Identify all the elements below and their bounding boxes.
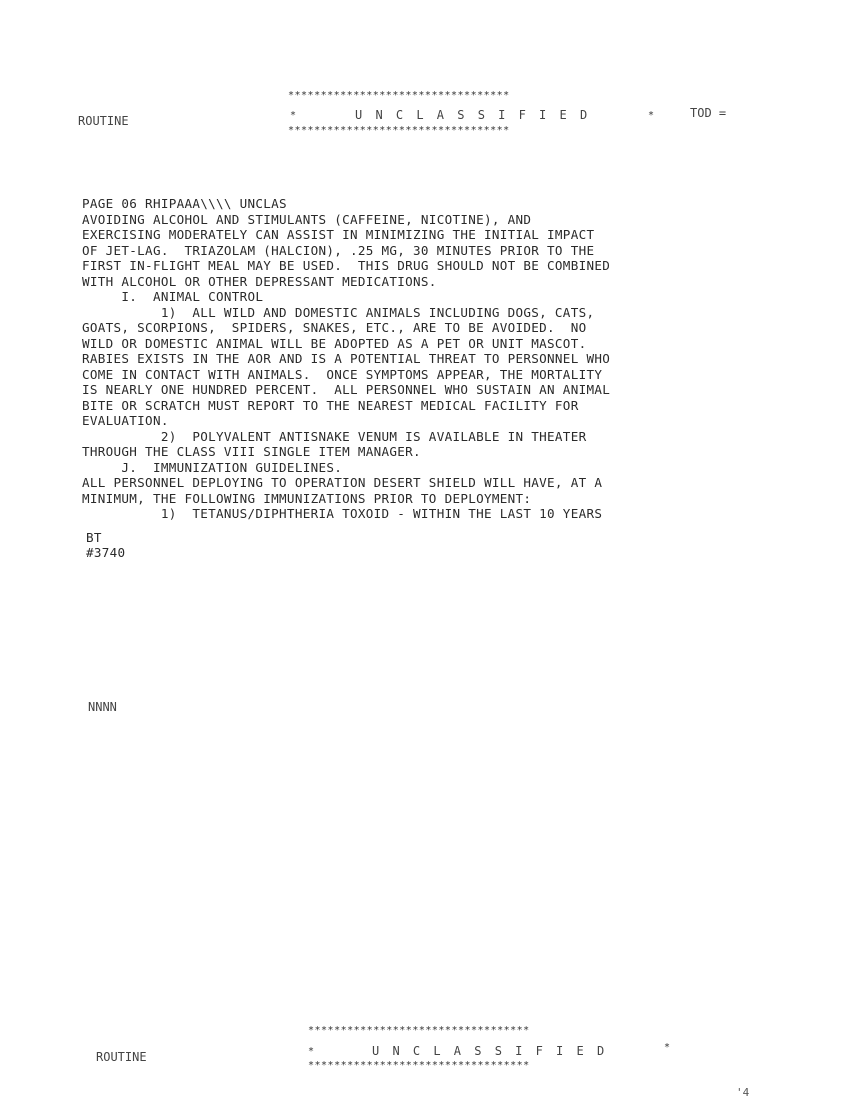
message-line: AVOIDING ALCOHOL AND STIMULANTS (CAFFEINE, NICOTINE), AND [82,211,532,227]
message-line: THROUGH THE CLASS VIII SINGLE ITEM MANAGER. [82,444,421,459]
message-line: 2) POLYVALENT ANTISNAKE VENUM IS AVAILABLE IN THEATER [82,428,587,444]
message-line: EXERCISING MODERATELY CAN ASSIST IN MINIMIZING THE INITIAL IMPACT [82,227,595,242]
banner-stars-bottom: ********************************** [288,125,510,136]
message-line: IS NEARLY ONE HUNDRED PERCENT. ALL PERSONNEL WHO SUSTAIN AN ANIMAL [82,382,611,397]
message-line: ALL PERSONNEL DEPLOYING TO OPERATION DESERT SHIELD WILL HAVE, AT A [82,475,603,490]
end-of-message-marker: NNNN [88,700,117,714]
message-line: MINIMUM, THE FOLLOWING IMMUNIZATIONS PRIOR TO DEPLOYMENT: [82,490,532,506]
message-line: WITH ALCOHOL OR OTHER DEPRESSANT MEDICATIONS. [82,273,437,289]
banner-stars-top: ********************************** [288,90,510,101]
classification-marking: U N C L A S S I F I E D [355,108,591,122]
banner-stars-bottom: ********************************** [308,1060,530,1071]
tod-label: TOD = [690,106,727,120]
banner-stars-top: ********************************** [308,1025,530,1036]
message-line: EVALUATION. [82,413,169,428]
precedence-label: ROUTINE [96,1050,147,1064]
banner-star-left: * [308,1046,315,1057]
banner-star-right: * [664,1042,671,1053]
message-line: PAGE 06 RHIPAAA\\\\ UNCLAS [82,196,287,211]
message-line: GOATS, SCORPIONS, SPIDERS, SNAKES, ETC., ARE TO BE AVOIDED. NO [82,320,587,335]
precedence-label: ROUTINE [78,114,129,128]
message-line: OF JET-LAG. TRIAZOLAM (HALCION), .25 MG, 30 MINUTES PRIOR TO THE [82,242,595,258]
message-line: WILD OR DOMESTIC ANIMAL WILL BE ADOPTED AS A PET OR UNIT MASCOT. [82,335,587,351]
message-line: 1) ALL WILD AND DOMESTIC ANIMALS INCLUDING DOGS, CATS, [82,304,595,320]
message-line: #3740 [86,545,126,560]
message-line: COME IN CONTACT WITH ANIMALS. ONCE SYMPTOMS APPEAR, THE MORTALITY [82,366,603,382]
classification-marking: U N C L A S S I F I E D [372,1044,608,1058]
message-line: FIRST IN-FLIGHT MEAL MAY BE USED. THIS DRUG SHOULD NOT BE COMBINED [82,258,611,273]
corner-mark: '4 [736,1086,750,1099]
message-line: BITE OR SCRATCH MUST REPORT TO THE NEAREST MEDICAL FACILITY FOR [82,397,579,413]
message-line: J. IMMUNIZATION GUIDELINES. [82,459,343,475]
message-line: BT [86,529,102,545]
message-line: RABIES EXISTS IN THE AOR AND IS A POTENTIAL THREAT TO PERSONNEL WHO [82,351,611,366]
banner-star-left: * [290,110,297,121]
banner-star-right: * [648,110,655,121]
message-line: 1) TETANUS/DIPHTHERIA TOXOID - WITHIN THE LAST 10 YEARS [82,506,603,521]
message-line: I. ANIMAL CONTROL [82,289,264,304]
